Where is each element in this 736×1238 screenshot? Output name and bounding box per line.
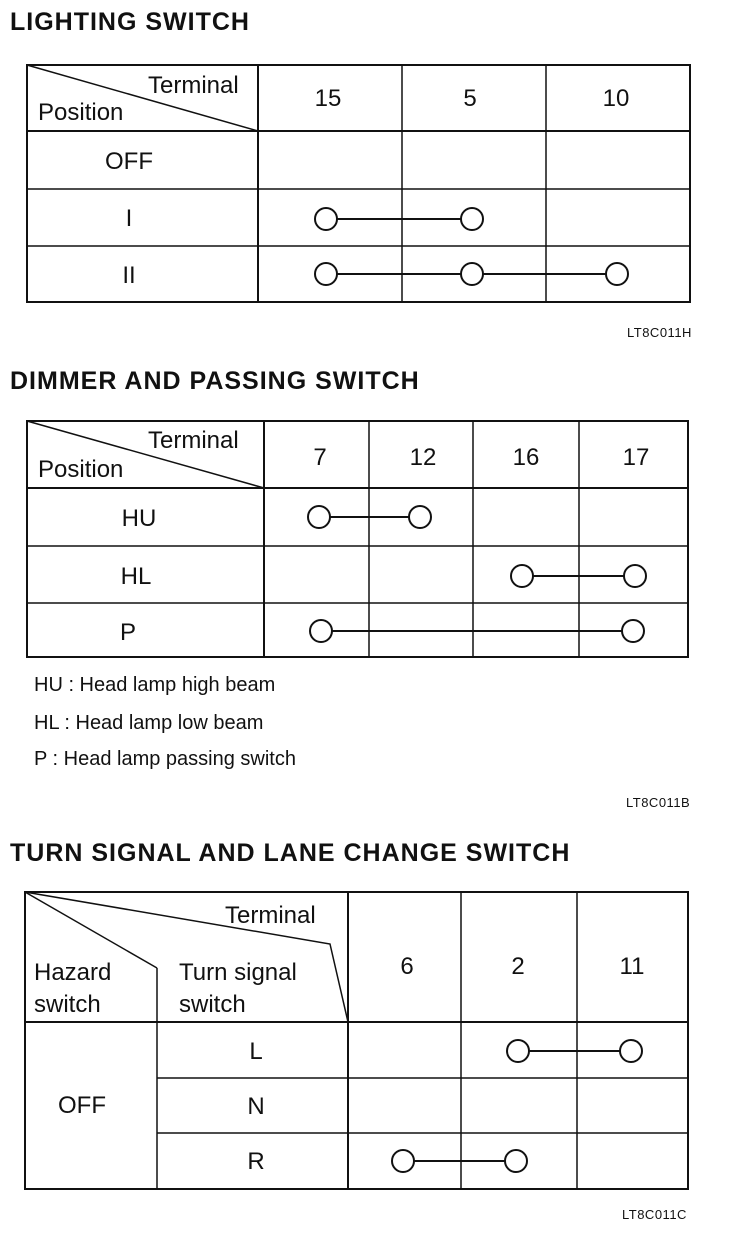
legend-item: HU : Head lamp high beam	[34, 674, 276, 696]
turn-terminal-header: Terminal	[225, 902, 316, 929]
turn-terminal-6: 6	[400, 953, 414, 980]
lighting-position-I: I	[125, 205, 133, 232]
turn-signal-switch-title: TURN SIGNAL AND LANE CHANGE SWITCH	[10, 839, 571, 867]
terminal-node	[620, 1040, 642, 1062]
terminal-node	[392, 1150, 414, 1172]
dimmer-position-HL: HL	[120, 563, 152, 590]
hazard-switch-label: switch	[34, 991, 101, 1018]
lighting-terminal-header: Terminal	[148, 72, 239, 99]
lighting-terminal-5: 5	[463, 85, 477, 112]
lighting-figure-code: LT8C011H	[627, 325, 692, 340]
turn-position-N: N	[247, 1093, 265, 1120]
dimmer-terminal-16: 16	[512, 444, 540, 471]
turn-position-R: R	[247, 1148, 265, 1175]
lighting-position-off: OFF	[105, 148, 153, 175]
dimmer-position-header: Position	[38, 456, 124, 483]
terminal-node	[507, 1040, 529, 1062]
turn-terminal-2: 2	[511, 953, 525, 980]
lighting-terminal-10: 10	[602, 85, 630, 112]
legend-item: HL : Head lamp low beam	[34, 712, 264, 734]
lighting-switch-title: LIGHTING SWITCH	[10, 8, 250, 36]
dimmer-terminal-12: 12	[409, 444, 437, 471]
turn-terminal-11: 11	[619, 953, 645, 980]
dimmer-figure-code: LT8C011B	[626, 795, 691, 810]
turn-figure-code: LT8C011C	[622, 1207, 687, 1222]
dimmer-terminal-17: 17	[622, 444, 650, 471]
turn-row-L-connection	[507, 1040, 642, 1062]
turn-position-L: L	[249, 1038, 263, 1065]
turn-row-R-connection	[392, 1150, 527, 1172]
lighting-position-header: Position	[38, 99, 124, 126]
terminal-node	[505, 1150, 527, 1172]
legend-item: P : Head lamp passing switch	[34, 748, 296, 770]
dimmer-terminal-header: Terminal	[148, 427, 239, 454]
hazard-switch-label: Hazard	[34, 959, 112, 986]
dimmer-switch-title: DIMMER AND PASSING SWITCH	[10, 367, 420, 395]
lighting-terminal-15: 15	[314, 85, 342, 112]
dimmer-position-HU: HU	[121, 505, 157, 532]
lighting-position-II: II	[122, 262, 136, 289]
turn-signal-switch-label: Turn signal	[179, 959, 297, 986]
hazard-switch-off: OFF	[58, 1092, 106, 1119]
turn-signal-switch-label: switch	[179, 991, 246, 1018]
dimmer-terminal-7: 7	[313, 444, 327, 471]
dimmer-position-P: P	[119, 619, 137, 646]
